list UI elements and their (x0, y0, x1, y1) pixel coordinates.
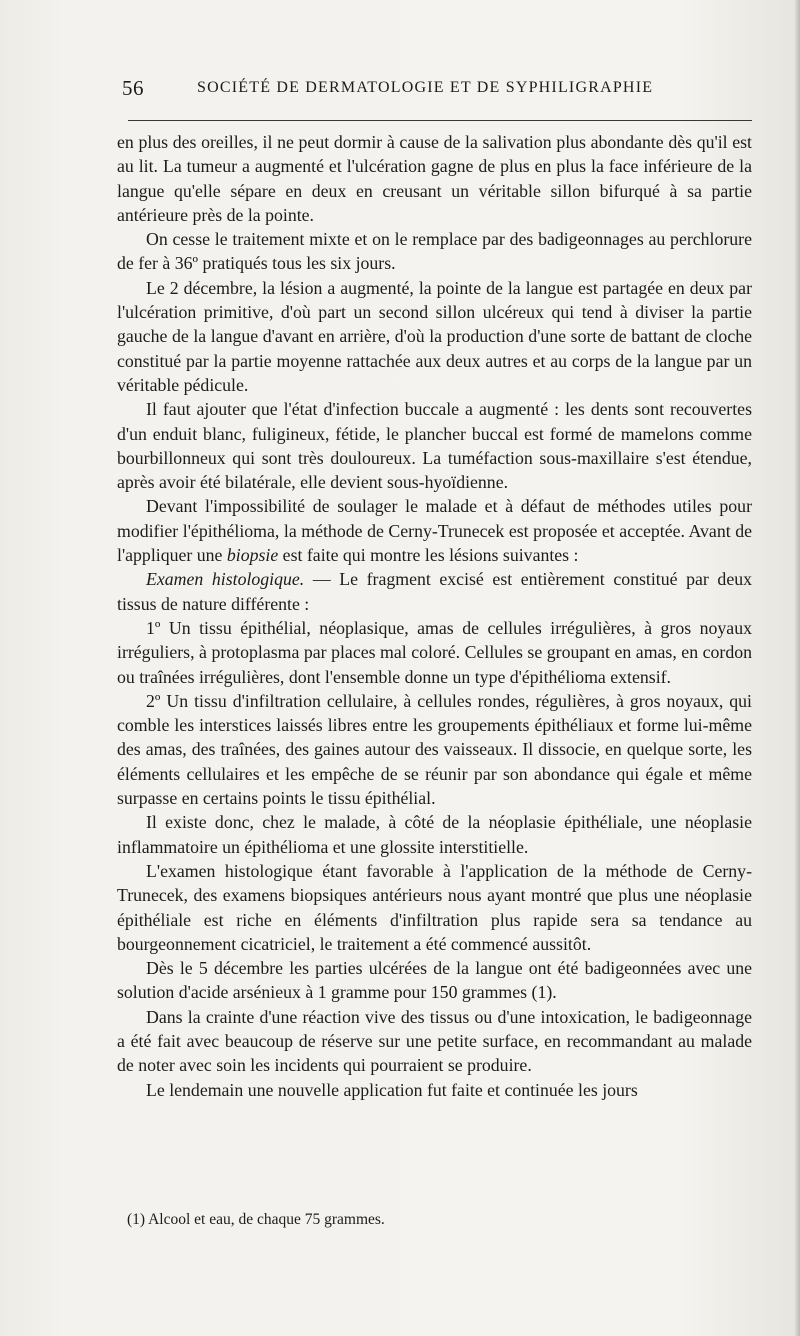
page-number: 56 (122, 76, 144, 100)
paragraph-biopsy (117, 494, 752, 567)
header-rule (128, 120, 752, 121)
biopsy-text-after: est faite qui montre les lésions suivantes : (278, 545, 579, 566)
footnote: (1) Alcool et eau, de chaque 75 grammes. (127, 1211, 385, 1228)
paragraph-histology (117, 567, 752, 616)
page-edge-shadow (794, 0, 800, 1336)
paragraph-next-day: Le lendemain une nouvelle application fut faite et continuée les jours (146, 1079, 638, 1100)
paragraph-infiltration-tissue: 2º Un tissu d'infiltration cellulaire, à cellules rondes, régulières, à gros noyaux, qui comble les interstices laissés libres entre les groupements épithéliaux et forme lui-même des amas, des traînées, des gaines autour des vaisseaux. Il dissocie, en quelque sorte, les éléments cellulaires et les empêche de se réunir par son abondance qui égale et même surpasse en certains points le tissu épithélial. (117, 690, 752, 809)
page-header (122, 76, 752, 106)
paragraph-infection: Il faut ajouter que l'état d'infection buccale a augmenté : les dents sont recouvertes d'un enduit blanc, fuligineux, fétide, le plancher buccal est formé de mamelons comme bourbillonneux qui sont très douloureux. La tuméfaction sous-maxillaire s'est étendue, après avoir été bilatérale, elle devient sous-hyoïdienne. (117, 399, 752, 493)
body-text (117, 130, 752, 1102)
paragraph-december-2: Le 2 décembre, la lésion a augmenté, la pointe de la langue est partagée en deux par l'ulcération primitive, d'où part un second sillon ulcéreux qui tend à diviser la partie gauche de la langue d'avant en arrière, d'où la production d'une sorte de battant de cloche constitué par la partie moyenne rattachée aux deux autres et au corps de la langue par un véritable pédicule. (117, 277, 752, 395)
paragraph-continuation: en plus des oreilles, il ne peut dormir à cause de la salivation plus abondante dès qu'il est au lit. La tumeur a augmenté et l'ulcération gagne de plus en plus la face inférieure de la langue qu'elle sépare en deux en creusant un véritable sillon bifurqué à sa partie antérieure près de la pointe. (117, 132, 752, 225)
biopsy-text-before: Devant l'impossibilité de soulager le malade et à défaut de méthodes utiles pour modifier l'épithélioma, la méthode de Cerny-Trunecek est proposée et acceptée. Avant de l'appliquer une (117, 496, 752, 566)
paragraph-epithelial-tissue: 1º Un tissu épithélial, néoplasique, amas de cellules irrégulières, à gros noyaux irréguliers, à protoplasma par places mal coloré. Cellules se groupant en amas, en cordon ou traînées irrégulières, dont l'ensemble donne un type d'épithélioma extensif. (117, 617, 752, 687)
histology-text: — Le fragment excisé est entièrement constitué par deux tissus de nature différente : (117, 569, 753, 614)
paragraph-conclusion: Il existe donc, chez le malade, à côté de la néoplasie épithéliale, une néoplasie inflammatoire un épithélioma et une glossite interstitielle. (117, 812, 752, 857)
paragraph-december-5: Dès le 5 décembre les parties ulcérées de la langue ont été badigeonnées avec une solution d'acide arsénieux à 1 gramme pour 150 grammes (1). (117, 958, 752, 1003)
running-title: SOCIÉTÉ DE DERMATOLOGIE ET DE SYPHILIGRAPHIE (197, 79, 654, 96)
biopsy-italic: biopsie (226, 545, 279, 566)
paragraph-caution: Dans la crainte d'une réaction vive des tissus ou d'une intoxication, le badigeonnage a été fait avec beaucoup de réserve sur une petite surface, en recommandant au malade de noter avec soin les incidents qui pourraient se produire. (117, 1006, 752, 1076)
paragraph-method: L'examen histologique étant favorable à l'application de la méthode de Cerny-Trunecek, des examens biopsiques antérieurs nous ayant montré que plus une néoplasie épithéliale est riche en éléments d'infiltration plus rapide sera sa tendance au bourgeonnement cicatriciel, le traitement a été commencé aussitôt. (117, 860, 752, 954)
paragraph-treatment-change: On cesse le traitement mixte et on le remplace par des badigeonnages au perchlorure de fer à 36º pratiqués tous les six jours. (117, 229, 752, 274)
histology-heading: Examen histologique. (146, 569, 305, 590)
